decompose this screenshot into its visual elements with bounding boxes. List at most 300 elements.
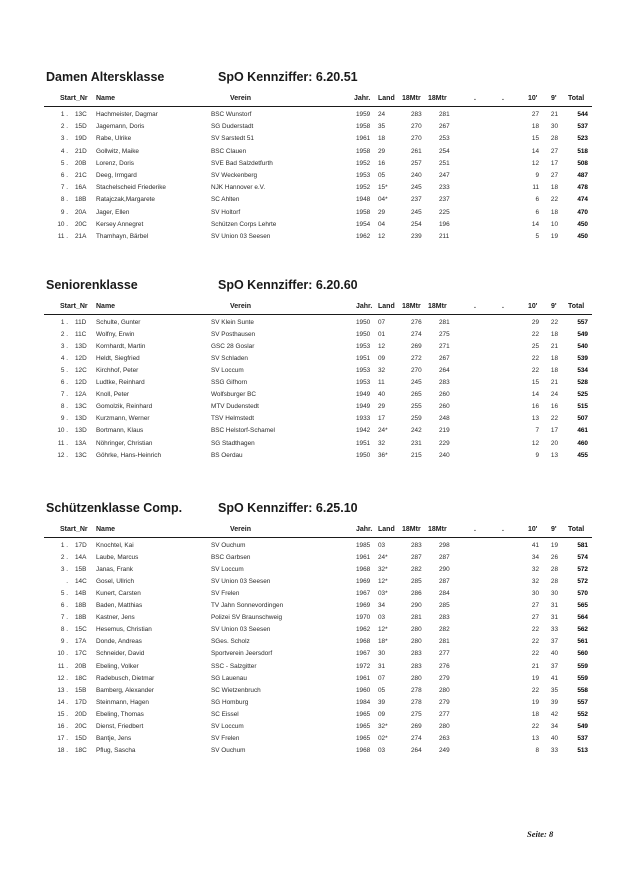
cell-round1: 270 <box>411 135 422 143</box>
cell-round2: 298 <box>439 542 450 549</box>
table-row <box>0 698 620 709</box>
cell-start-nr: 21A <box>75 233 87 240</box>
cell-jahr: 1949 <box>356 403 371 411</box>
cell-round1: 265 <box>411 391 422 399</box>
header-rule <box>44 106 592 107</box>
col-dot1: . <box>474 303 476 310</box>
cell-start-nr: 14C <box>75 578 87 586</box>
cell-round2: 282 <box>439 626 450 634</box>
cell-land: 35 <box>378 123 386 131</box>
cell-total: 478 <box>577 184 588 192</box>
cell-land: 17 <box>378 415 386 423</box>
col-ten: 10' <box>528 303 538 310</box>
cell-nines: 18 <box>550 208 558 216</box>
cell-total: 540 <box>577 343 588 351</box>
cell-round1: 283 <box>411 662 422 670</box>
cell-round1: 283 <box>411 542 422 549</box>
table-row <box>0 746 620 757</box>
cell-place: 11 . <box>57 439 68 447</box>
cell-name: Pflug, Sascha <box>96 746 136 754</box>
cell-place: 5 . <box>60 590 68 598</box>
cell-round2: 284 <box>439 590 450 598</box>
cell-place: 4 . <box>60 355 68 363</box>
cell-start-nr: 18C <box>75 746 87 754</box>
cell-tens: 14 <box>531 220 539 228</box>
table-row <box>0 232 620 243</box>
col-nine: 9' <box>551 95 557 102</box>
cell-start-nr: 15D <box>75 123 87 131</box>
cell-total: 523 <box>577 135 588 143</box>
cell-nines: 18 <box>550 184 558 192</box>
cell-round1: 285 <box>411 578 422 586</box>
cell-verein: TV Jahn Sonnevordingen <box>211 602 284 610</box>
cell-land: 24 <box>378 111 386 118</box>
cell-land: 12* <box>378 578 388 586</box>
cell-tens: 5 <box>535 233 539 240</box>
cell-round1: 276 <box>411 319 422 326</box>
cell-land: 29 <box>378 147 386 155</box>
cell-land: 05 <box>378 172 386 179</box>
cell-place: 15 . <box>57 710 68 718</box>
cell-start-nr: 18B <box>75 196 87 204</box>
cell-jahr: 1961 <box>356 135 371 143</box>
cell-name: Deeg, Irmgard <box>96 172 137 179</box>
cell-tens: 15 <box>531 135 539 143</box>
cell-tens: 41 <box>531 542 539 549</box>
cell-round1: 215 <box>411 451 422 459</box>
cell-round2: 280 <box>439 722 450 730</box>
cell-verein: NJK Hannover e.V. <box>211 184 266 192</box>
cell-place: 17 . <box>57 734 68 742</box>
cell-verein: SV Klein Sunte <box>211 319 254 326</box>
cell-total: 460 <box>577 439 588 447</box>
cell-place: 6 . <box>60 379 68 387</box>
cell-place: 1 . <box>60 319 68 326</box>
cell-name: Schulte, Gunter <box>96 319 141 326</box>
cell-verein: SC Ahlten <box>211 196 240 204</box>
cell-round2: 247 <box>439 172 450 179</box>
cell-round1: 270 <box>411 123 422 131</box>
cell-round1: 254 <box>411 220 422 228</box>
cell-round1: 245 <box>411 379 422 387</box>
cell-place: 10 . <box>57 650 68 658</box>
cell-tens: 22 <box>531 650 539 658</box>
cell-tens: 9 <box>535 451 539 459</box>
cell-start-nr: 20B <box>75 159 87 167</box>
table-row <box>0 451 620 462</box>
table-row <box>0 110 620 121</box>
cell-verein: SG Homburg <box>211 698 249 706</box>
table-row <box>0 439 620 450</box>
table-row <box>0 589 620 600</box>
cell-name: Knochtel, Kai <box>96 542 134 549</box>
table-row <box>0 220 620 231</box>
cell-round2: 267 <box>439 123 450 131</box>
cell-place: 10 . <box>57 427 68 435</box>
cell-total: 507 <box>577 415 588 423</box>
cell-verein: SV Frelen <box>211 590 240 598</box>
section-code: SpO Kennziffer: 6.20.60 <box>218 278 358 292</box>
cell-round2: 240 <box>439 451 450 459</box>
table-row <box>0 414 620 425</box>
cell-start-nr: 15C <box>75 626 87 634</box>
cell-verein: SV Union 03 Seesen <box>211 578 271 586</box>
cell-nines: 28 <box>550 578 558 586</box>
table-row <box>0 330 620 341</box>
cell-verein: SG Duderstadt <box>211 123 254 131</box>
cell-place: 13 . <box>57 686 68 694</box>
cell-land: 32* <box>378 566 388 574</box>
cell-jahr: 1960 <box>356 686 371 694</box>
cell-round2: 260 <box>439 403 450 411</box>
cell-land: 01 <box>378 331 386 339</box>
cell-land: 04 <box>378 220 386 228</box>
section-code: SpO Kennziffer: 6.25.10 <box>218 501 358 515</box>
cell-jahr: 1965 <box>356 722 371 730</box>
cell-jahr: 1965 <box>356 710 371 718</box>
cell-round2: 285 <box>439 602 450 610</box>
cell-name: Kersey Annegret <box>96 220 144 228</box>
cell-name: Kornhardt, Martin <box>96 343 146 351</box>
cell-tens: 21 <box>531 662 539 670</box>
cell-total: 562 <box>577 626 588 634</box>
cell-round1: 282 <box>411 566 422 574</box>
cell-round1: 264 <box>411 746 422 754</box>
col-total: Total <box>568 95 585 102</box>
cell-place: 7 . <box>60 391 68 399</box>
table-row <box>0 625 620 636</box>
col-start-nr: Start_Nr <box>60 526 88 533</box>
page-number: Seite: 8 <box>527 829 554 839</box>
cell-name: Kirchhof, Peter <box>96 367 139 375</box>
section-title: Damen Altersklasse <box>46 70 165 84</box>
cell-round2: 279 <box>439 674 450 682</box>
cell-total: 549 <box>577 722 588 730</box>
cell-nines: 21 <box>550 379 558 387</box>
cell-round1: 245 <box>411 184 422 192</box>
cell-round2: 280 <box>439 686 450 694</box>
cell-nines: 42 <box>550 710 558 718</box>
cell-tens: 22 <box>531 626 539 634</box>
col-jahr: Jahr. <box>356 303 373 310</box>
cell-nines: 16 <box>550 403 558 411</box>
cell-name: Gomolzik, Reinhard <box>96 403 153 411</box>
cell-round2: 260 <box>439 391 450 399</box>
table-row <box>0 378 620 389</box>
table-row <box>0 541 620 552</box>
cell-jahr: 1972 <box>356 662 371 670</box>
cell-round1: 269 <box>411 343 422 351</box>
cell-round2: 254 <box>439 147 450 155</box>
cell-nines: 40 <box>550 734 558 742</box>
cell-place: 3 . <box>60 343 68 351</box>
cell-nines: 21 <box>550 111 558 118</box>
cell-nines: 33 <box>550 746 558 754</box>
cell-verein: GSC 28 Goslar <box>211 343 255 351</box>
cell-jahr: 1958 <box>356 147 371 155</box>
cell-round1: 286 <box>411 590 422 598</box>
cell-jahr: 1953 <box>356 172 371 179</box>
cell-land: 32 <box>378 439 386 447</box>
cell-nines: 35 <box>550 686 558 694</box>
table-row <box>0 686 620 697</box>
cell-name: Ludtke, Reinhard <box>96 379 145 387</box>
cell-total: 525 <box>577 391 588 399</box>
cell-jahr: 1962 <box>356 233 371 240</box>
cell-total: 534 <box>577 367 588 375</box>
cell-jahr: 1953 <box>356 367 371 375</box>
table-row <box>0 553 620 564</box>
col-dot1: . <box>474 95 476 102</box>
cell-nines: 21 <box>550 343 558 351</box>
table-row <box>0 734 620 745</box>
col-dot2: . <box>502 95 504 102</box>
cell-land: 16 <box>378 159 386 167</box>
cell-round1: 259 <box>411 415 422 423</box>
cell-start-nr: 14A <box>75 554 87 562</box>
cell-place: 12 . <box>57 451 68 459</box>
cell-name: Hachmeister, Dagmar <box>96 111 158 118</box>
cell-total: 537 <box>577 123 588 131</box>
cell-total: 487 <box>577 172 588 179</box>
cell-total: 515 <box>577 403 588 411</box>
cell-total: 570 <box>577 590 588 598</box>
cell-verein: Sportverein Jeersdorf <box>211 650 273 658</box>
cell-total: 561 <box>577 638 588 646</box>
table-row <box>0 366 620 377</box>
cell-land: 30 <box>378 650 386 658</box>
cell-name: Donde, Andreas <box>96 638 142 646</box>
cell-verein: TSV Helmstedt <box>211 415 254 423</box>
cell-round2: 283 <box>439 379 450 387</box>
cell-name: Gollwitz, Maike <box>96 147 139 155</box>
cell-name: Rabe, Ulrike <box>96 135 132 143</box>
cell-jahr: 1958 <box>356 208 371 216</box>
cell-land: 40 <box>378 391 386 399</box>
cell-nines: 27 <box>550 147 558 155</box>
cell-tens: 32 <box>531 578 539 586</box>
cell-round1: 274 <box>411 331 422 339</box>
cell-start-nr: 11C <box>75 331 87 339</box>
cell-verein: SGes. Scholz <box>211 638 250 646</box>
cell-start-nr: 12D <box>75 379 87 387</box>
cell-verein: SV Posthausen <box>211 331 256 339</box>
cell-place: 7 . <box>60 184 68 192</box>
cell-tens: 13 <box>531 415 539 423</box>
col-verein: Verein <box>230 95 252 102</box>
cell-start-nr: 20D <box>75 710 87 718</box>
cell-round2: 196 <box>439 220 450 228</box>
cell-total: 513 <box>577 746 588 754</box>
cell-tens: 22 <box>531 367 539 375</box>
cell-tens: 7 <box>535 427 539 435</box>
cell-tens: 22 <box>531 355 539 363</box>
cell-name: Knoll, Peter <box>96 391 130 399</box>
table-row <box>0 601 620 612</box>
cell-place: 3 . <box>60 135 68 143</box>
cell-nines: 34 <box>550 722 558 730</box>
cell-verein: BSC Wunstorf <box>211 111 252 118</box>
cell-total: 474 <box>577 196 588 204</box>
table-row <box>0 649 620 660</box>
cell-verein: Schützen Corps Lehrte <box>211 220 277 228</box>
cell-round2: 229 <box>439 439 450 447</box>
cell-total: 560 <box>577 650 588 658</box>
cell-round2: 279 <box>439 698 450 706</box>
cell-total: 461 <box>577 427 588 435</box>
cell-jahr: 1968 <box>356 566 371 574</box>
col-total: Total <box>568 303 585 310</box>
cell-round1: 280 <box>411 626 422 634</box>
cell-total: 581 <box>577 542 588 549</box>
table-row <box>0 195 620 206</box>
table-row <box>0 171 620 182</box>
cell-verein: SVE Bad Salzdetfurth <box>211 159 273 167</box>
cell-place: 6 . <box>60 602 68 610</box>
cell-start-nr: 17C <box>75 650 87 658</box>
header-rule <box>44 314 592 315</box>
cell-land: 15* <box>378 184 388 192</box>
cell-round2: 219 <box>439 427 450 435</box>
col-jahr: Jahr. <box>354 95 371 102</box>
cell-total: 508 <box>577 159 588 167</box>
cell-nines: 13 <box>550 451 558 459</box>
section-title: Seniorenklasse <box>46 278 138 292</box>
cell-verein: SV Loccum <box>211 367 244 375</box>
cell-tens: 25 <box>531 343 539 351</box>
cell-total: 470 <box>577 208 588 216</box>
cell-verein: BSC Garbsen <box>211 554 251 562</box>
cell-nines: 41 <box>550 674 558 682</box>
cell-place: 7 . <box>60 614 68 622</box>
cell-total: 574 <box>577 554 588 562</box>
cell-round2: 277 <box>439 710 450 718</box>
cell-jahr: 1968 <box>356 638 371 646</box>
col-dot2: . <box>502 303 504 310</box>
cell-verein: SC Wietzenbruch <box>211 686 261 694</box>
cell-round1: 272 <box>411 355 422 363</box>
cell-verein: SV Weckenberg <box>211 172 258 179</box>
cell-round2: 281 <box>439 638 450 646</box>
cell-land: 29 <box>378 208 386 216</box>
cell-name: Janas, Frank <box>96 566 133 574</box>
cell-round1: 274 <box>411 734 422 742</box>
cell-start-nr: 21D <box>75 147 87 155</box>
cell-tens: 19 <box>531 698 539 706</box>
header-rule <box>44 537 592 538</box>
column-header <box>0 302 620 314</box>
cell-tens: 27 <box>531 111 539 118</box>
cell-place: 8 . <box>60 196 68 204</box>
cell-round2: 264 <box>439 367 450 375</box>
cell-tens: 34 <box>531 554 539 562</box>
cell-place: 9 . <box>60 415 68 423</box>
cell-round1: 283 <box>411 111 422 118</box>
cell-start-nr: 15B <box>75 686 87 694</box>
cell-name: Bantje, Jens <box>96 734 132 742</box>
cell-start-nr: 20B <box>75 662 87 670</box>
cell-round2: 275 <box>439 331 450 339</box>
cell-nines: 27 <box>550 172 558 179</box>
cell-round2: 287 <box>439 578 450 586</box>
cell-round2: 290 <box>439 566 450 574</box>
table-row <box>0 147 620 158</box>
cell-place: 9 . <box>60 638 68 646</box>
table-row <box>0 183 620 194</box>
cell-nines: 19 <box>550 233 558 240</box>
cell-place: 8 . <box>60 403 68 411</box>
cell-round1: 290 <box>411 602 422 610</box>
cell-total: 518 <box>577 147 588 155</box>
cell-round1: 240 <box>411 172 422 179</box>
cell-total: 552 <box>577 710 588 718</box>
cell-name: Gosel, Ullrich <box>96 578 134 586</box>
cell-round1: 278 <box>411 686 422 694</box>
cell-nines: 28 <box>550 135 558 143</box>
cell-verein: SG Lauenau <box>211 674 247 682</box>
cell-total: 549 <box>577 331 588 339</box>
cell-place: 6 . <box>60 172 68 179</box>
cell-tens: 9 <box>535 172 539 179</box>
cell-start-nr: 21C <box>75 172 87 179</box>
cell-name: Stachelscheid Friederike <box>96 184 166 192</box>
cell-tens: 14 <box>531 391 539 399</box>
cell-verein: SV Ouchum <box>211 746 246 754</box>
cell-round1: 287 <box>411 554 422 562</box>
cell-total: 557 <box>577 698 588 706</box>
cell-tens: 22 <box>531 686 539 694</box>
cell-round2: 276 <box>439 662 450 670</box>
cell-place: 10 . <box>57 220 68 228</box>
cell-tens: 27 <box>531 602 539 610</box>
cell-jahr: 1967 <box>356 650 371 658</box>
cell-name: Dienst, Friedbert <box>96 722 144 730</box>
cell-start-nr: 17D <box>75 698 87 706</box>
cell-round2: 225 <box>439 208 450 216</box>
cell-verein: SV Union 03 Seesen <box>211 233 271 240</box>
section-title: Schützenklasse Comp. <box>46 501 183 515</box>
col-mtr1: 18Mtr <box>402 526 421 533</box>
table-row <box>0 710 620 721</box>
cell-total: 564 <box>577 614 588 622</box>
cell-start-nr: 13A <box>75 439 87 447</box>
cell-start-nr: 12C <box>75 367 87 375</box>
cell-nines: 31 <box>550 602 558 610</box>
cell-total: 537 <box>577 734 588 742</box>
cell-tens: 18 <box>531 710 539 718</box>
cell-nines: 37 <box>550 662 558 670</box>
cell-jahr: 1953 <box>356 379 371 387</box>
cell-jahr: 1954 <box>356 220 371 228</box>
cell-name: Radebusch, Dietmar <box>96 674 155 682</box>
cell-jahr: 1951 <box>356 355 371 363</box>
cell-place: 2 . <box>60 123 68 131</box>
col-total: Total <box>568 526 585 533</box>
cell-total: 557 <box>577 319 588 326</box>
cell-jahr: 1962 <box>356 626 371 634</box>
cell-round1: 237 <box>411 196 422 204</box>
cell-start-nr: 18B <box>75 614 87 622</box>
cell-round1: 257 <box>411 159 422 167</box>
cell-nines: 10 <box>550 220 558 228</box>
cell-nines: 18 <box>550 331 558 339</box>
cell-round1: 239 <box>411 233 422 240</box>
cell-land: 07 <box>378 319 386 326</box>
cell-name: Ebeling, Volker <box>96 662 139 670</box>
cell-place: 4 . <box>60 147 68 155</box>
cell-name: Jager, Ellen <box>96 208 130 216</box>
cell-start-nr: 14B <box>75 590 87 598</box>
